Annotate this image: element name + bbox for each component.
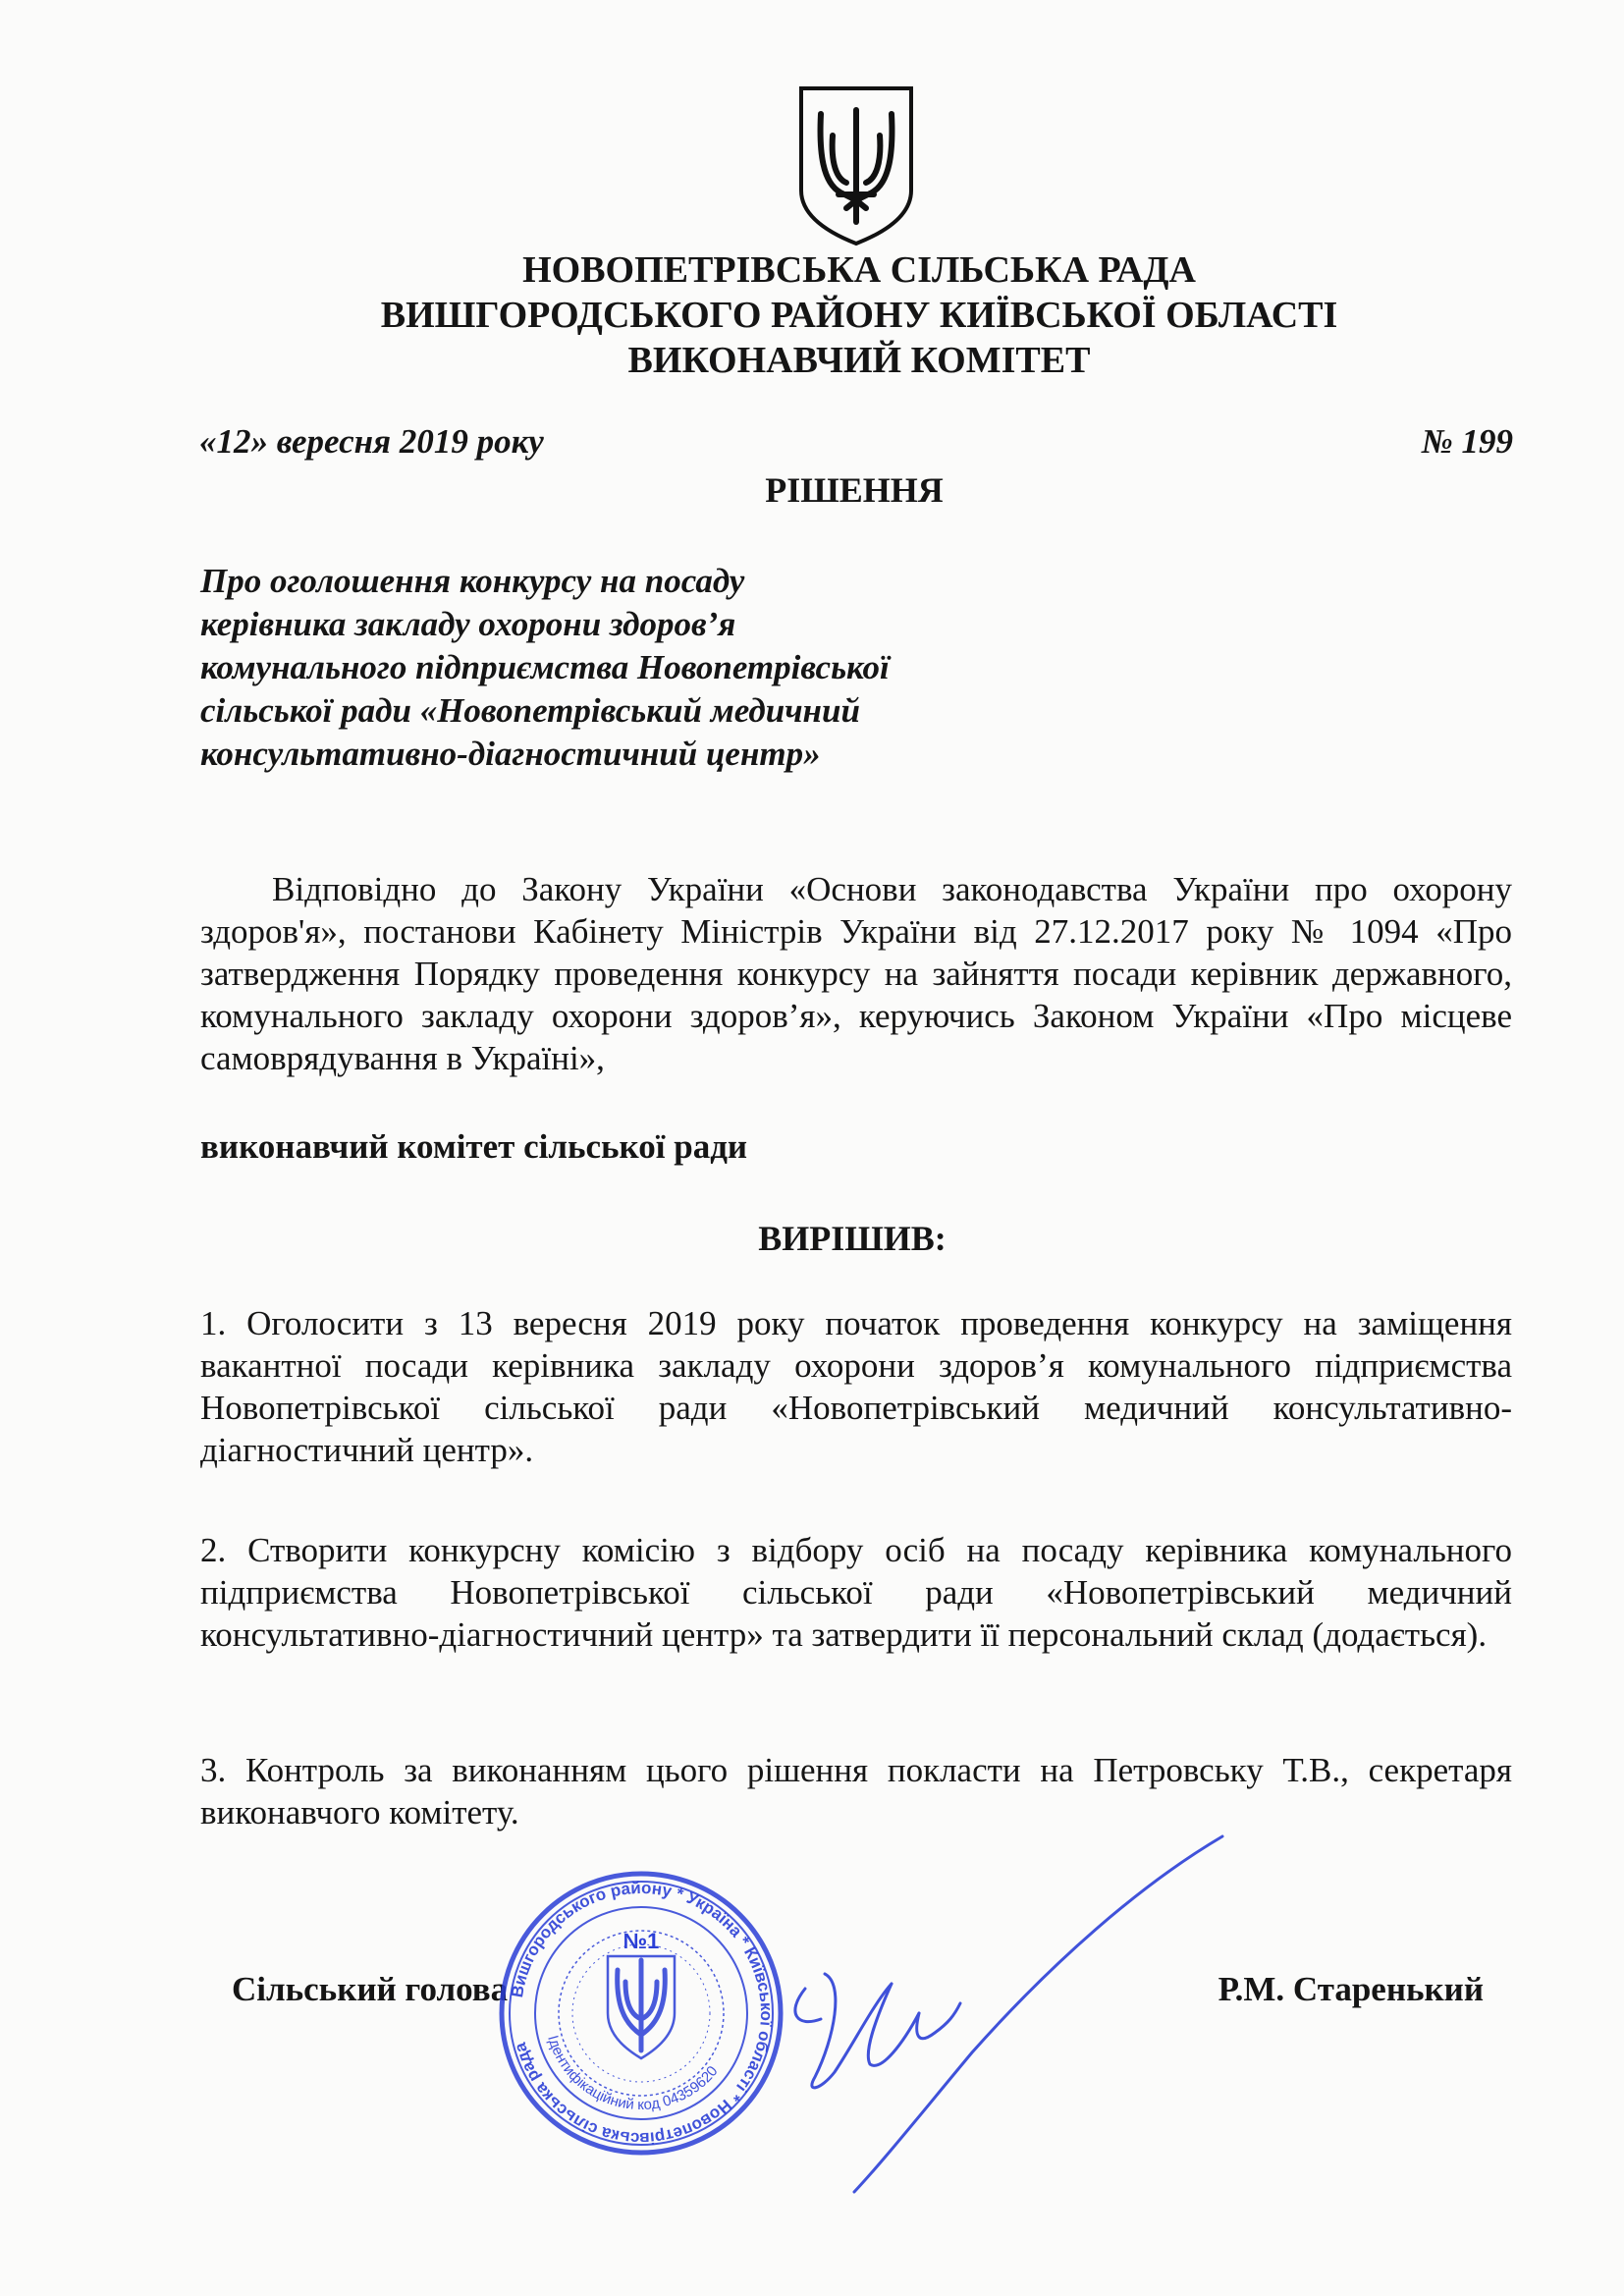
svg-text:Ідентифікаційний код 04359620 [544,2034,721,2113]
preamble-paragraph: Відповідно до Закону України «Основи законодавства України про охорону здоров'я», постанови Кабінету Міністрів України від 27.12.2017 року № 1094 «Про затвердження Порядку проведення конкурсу на зайняття посади керівник державного, комунального закладу охорони здоров’я», керуючись Законом України «Про місцеве самоврядування в Україні», [200,870,1512,1077]
committee-name: ВИКОНАВЧИЙ КОМІТЕТ [627,340,1091,381]
signatory-position: Сільський голова [232,1970,509,2008]
subject-line: сільської ради «Новопетрівський медичний [200,691,860,730]
decision-item-3: 3. Контроль за виконанням цього рішення покласти на Петровську Т.В., секретаря виконавчого комітету. [200,1751,1512,1831]
resolved-heading: ВИРІШИВ: [758,1219,947,1258]
council-name: НОВОПЕТРІВСЬКА СІЛЬСЬКА РАДА [522,249,1196,291]
signatory-name: Р.М. Старенький [1218,1970,1484,2008]
trident-emblem-icon [797,84,915,246]
decision-item-1: 1. Оголосити з 13 вересня 2019 року початок проведення конкурсу на заміщення вакантної посади керівника закладу охорони здоров’я комунального підприємства Новопетрівської сільської ради «Новопетрівський медичний консультативно-діагностичний центр». [200,1304,1512,1469]
stamp-inner-text: Ідентифікаційний код 04359620 [544,2033,722,2114]
document-title: РІШЕННЯ [765,470,944,510]
subject-line: Про оголошення конкурсу на посаду [200,562,745,600]
district-name: ВИШГОРОДСЬКОГО РАЙОНУ КИЇВСЬКОЇ ОБЛАСТІ [380,295,1338,336]
subject-line: консультативно-діагностичний центр» [200,735,821,773]
subject-line: керівника закладу охорони здоров’я [200,605,736,643]
decision-subject [200,560,1084,776]
stamp-outer-text: Вишгородського району * Україна * Київської області * Новопетрівська сільська рада [508,1878,777,2149]
decision-date: «12» вересня 2019 року [199,422,544,461]
subject-line: комунального підприємства Новопетрівської [200,648,890,686]
stamp-number: №1 [623,1929,660,1953]
decision-number: № 199 [1421,422,1513,461]
handwritten-signature [727,1827,1237,2200]
executive-committee-line: виконавчий комітет сільської ради [200,1127,748,1166]
decision-item-2: 2. Створити конкурсну комісію з відбору осіб на посаду керівника комунального підприємства Новопетрівської сільської ради «Новопетрівський медичний консультативно-діагностичний центр» та затвердити її персональний склад (додається). [200,1531,1512,1654]
